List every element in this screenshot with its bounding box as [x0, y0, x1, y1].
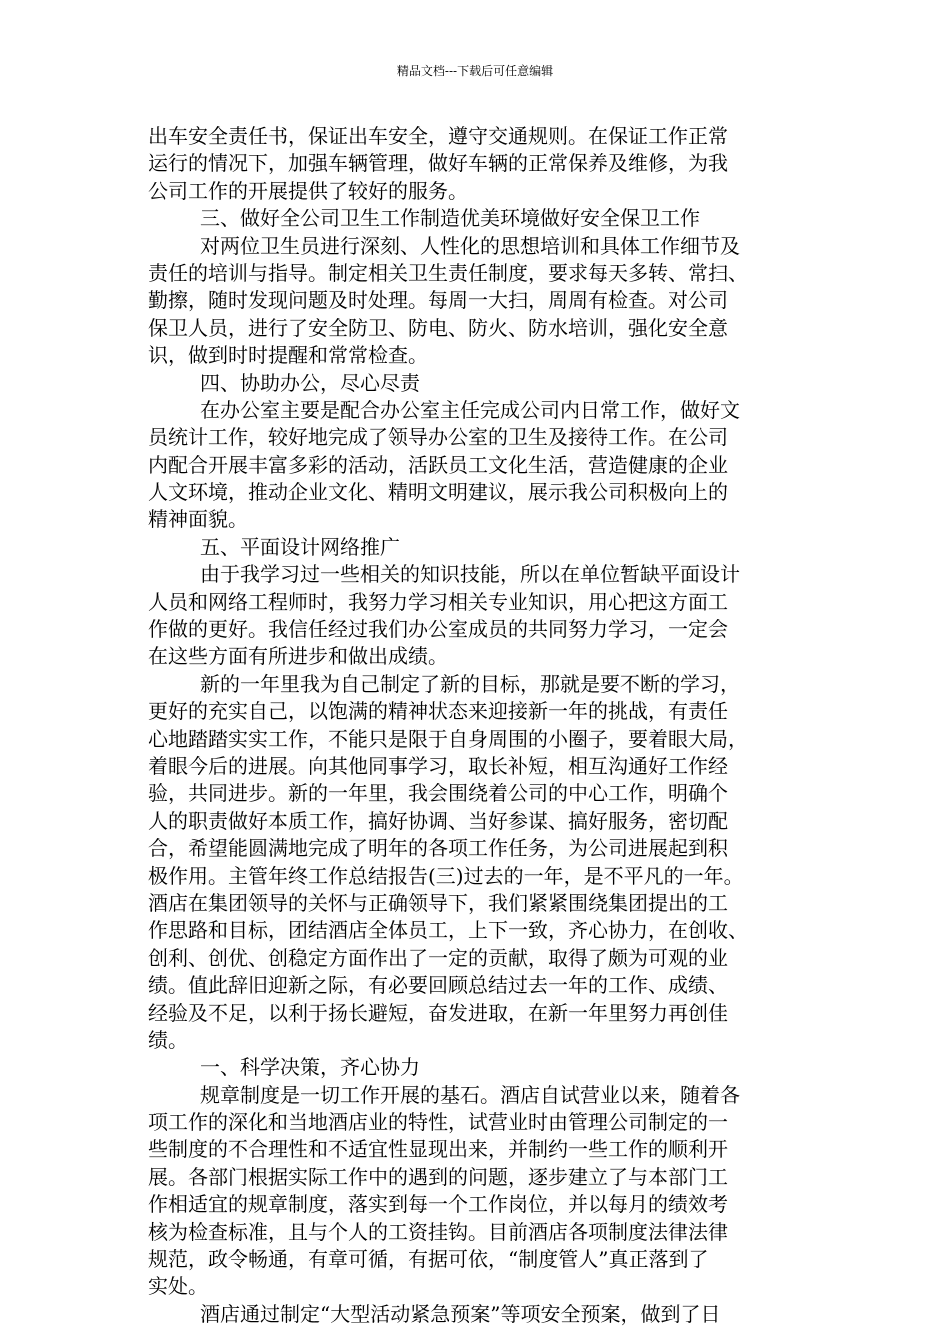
text-line: 实处。	[148, 1274, 208, 1299]
text-line: 酒店通过制定“大型活动紧急预案”等项安全预案，做到了日	[200, 1301, 721, 1326]
text-line: 规章制度是一切工作开展的基石。酒店自试营业以来，随着各	[200, 1082, 740, 1107]
text-line: 作相适宜的规章制度，落实到每一个工作岗位，并以每月的绩效考	[148, 1192, 728, 1217]
text-line: 四、协助办公，尽心尽责	[200, 370, 420, 395]
text-line: 绩。	[148, 1027, 188, 1052]
text-line: 更好的充实自己，以饱满的精神状态来迎接新一年的挑战，有责任	[148, 699, 728, 724]
text-line: 作做的更好。我信任经过我们办公室成员的共同努力学习，一定会	[148, 617, 728, 642]
document-body	[148, 123, 811, 1328]
text-line: 员统计工作，较好地完成了领导办公室的卫生及接待工作。在公司	[148, 425, 728, 450]
text-line: 运行的情况下，加强车辆管理，做好车辆的正常保养及维修，为我	[148, 151, 728, 176]
text-line: 作思路和目标，团结酒店全体员工，上下一致，齐心协力，在创收、	[148, 918, 748, 943]
text-line: 对两位卫生员进行深刻、人性化的思想培训和具体工作细节及	[200, 233, 740, 258]
text-line: 一、科学决策，齐心协力	[200, 1055, 420, 1080]
text-line: 合，希望能圆满地完成了明年的各项工作任务，为公司进展起到积	[148, 836, 728, 861]
text-line: 出车安全责任书，保证出车安全，遵守交通规则。在保证工作正常	[148, 124, 728, 148]
text-line: 公司工作的开展提供了较好的服务。	[148, 178, 468, 203]
text-line: 责任的培训与指导。制定相关卫生责任制度，要求每天多转、常扫、	[148, 260, 748, 285]
text-line: 在这些方面有所进步和做出成绩。	[148, 644, 448, 669]
text-line: 精神面貌。	[148, 507, 248, 532]
text-line: 人员和网络工程师时，我努力学习相关专业知识，用心把这方面工	[148, 589, 728, 614]
text-line: 五、平面设计网络推广	[200, 534, 400, 559]
text-line: 保卫人员，进行了安全防卫、防电、防火、防水培训，强化安全意	[148, 315, 728, 340]
text-line: 极作用。主管年终工作总结报告(三)过去的一年，是不平凡的一年。	[148, 863, 744, 888]
text-line: 展。各部门根据实际工作中的遇到的问题，逐步建立了与本部门工	[148, 1164, 728, 1189]
text-line: 项工作的深化和当地酒店业的特性，试营业时由管理公司制定的一	[148, 1110, 728, 1135]
text-line: 酒店在集团领导的关怀与正确领导下，我们紧紧围绕集团提出的工	[148, 890, 728, 915]
text-line: 勤擦，随时发现问题及时处理。每周一大扫，周周有检查。对公司	[148, 288, 728, 313]
text-line: 新的一年里我为自己制定了新的目标，那就是要不断的学习，	[200, 671, 740, 696]
text-line: 核为检查标准，且与个人的工资挂钩。目前酒店各项制度法律法律	[148, 1219, 728, 1244]
text-line: 经验及不足，以利于扬长避短，奋发进取，在新一年里努力再创佳	[148, 1000, 728, 1025]
text-line: 规范，政令畅通，有章可循，有据可依，“制度管人”真正落到了	[148, 1247, 709, 1272]
text-line: 绩。值此辞旧迎新之际，有必要回顾总结过去一年的工作、成绩、	[148, 973, 728, 998]
text-line: 由于我学习过一些相关的知识技能，所以在单位暂缺平面设计	[200, 562, 740, 587]
text-line: 识，做到时时提醒和常常检查。	[148, 343, 428, 368]
text-line: 在办公室主要是配合办公室主任完成公司内日常工作，做好文	[200, 397, 740, 422]
text-line: 内配合开展丰富多彩的活动，活跃员工文化生活，营造健康的企业	[148, 452, 728, 477]
text-line: 创利、创优、创稳定方面作出了一定的贡献，取得了颇为可观的业	[148, 945, 728, 970]
text-line: 着眼今后的进展。向其他同事学习，取长补短，相互沟通好工作经	[148, 753, 728, 778]
text-line: 三、做好全公司卫生工作制造优美环境做好安全保卫工作	[200, 206, 700, 231]
page-header-watermark: 精品文档---下载后可任意编辑	[396, 64, 554, 78]
text-line: 人的职责做好本质工作，搞好协调、当好参谋、搞好服务，密切配	[148, 808, 728, 833]
text-line: 些制度的不合理性和不适宜性显现出来，并制约一些工作的顺利开	[148, 1137, 728, 1162]
text-line: 人文环境，推动企业文化、精明文明建议，展示我公司积极向上的	[148, 480, 728, 505]
text-line: 验，共同进步。新的一年里，我会围绕着公司的中心工作，明确个	[148, 781, 728, 806]
text-line: 心地踏踏实实工作，不能只是限于自身周围的小圈子，要着眼大局，	[148, 726, 748, 751]
